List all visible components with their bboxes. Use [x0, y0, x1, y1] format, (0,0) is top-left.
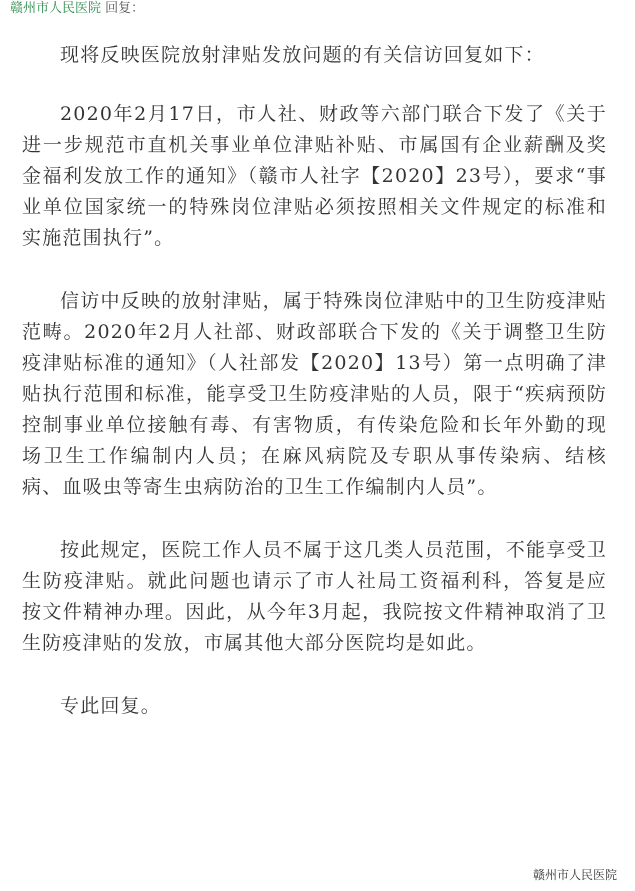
- reply-paragraph-notice: 2020年2月17日，市人社、财政等六部门联合下发了《关于进一步规范市直机关事业单位津贴补贴、市属国有企业薪酬及奖金福利发放工作的通知》（赣市人社字【2020】23号），要求“事业单位国家统一的特殊岗位津贴必须按照相关文件规定的标准和实施范围执行”。: [22, 103, 607, 249]
- reply-paragraph-decision: 按此规定，医院工作人员不属于这几类人员范围，不能享受卫生防疫津贴。就此问题也请示了市人社局工资福利科，答复是应按文件精神办理。因此，从今年3月起，我院按文件精神取消了卫生防疫津贴的发放，市属其他大部分医院均是如此。: [22, 539, 607, 654]
- watermark: 赣州市人民医院: [532, 868, 617, 882]
- reply-paragraph-scope: 信访中反映的放射津贴，属于特殊岗位津贴中的卫生防疫津贴范畴。2020年2月人社部、财政部联合下发的《关于调整卫生防疫津贴标准的通知》（人社部发【2020】13号）第一点明确了津贴执行范围和标准，能享受卫生防疫津贴的人员，限于“疾病预防控制事业单位接触有毒、有害物质，有传染危险和长年外勤的现场卫生工作编制内人员；在麻风病院及专职从事传染病、结核病、血吸虫等寄生虫病防治的卫生工作编制内人员”。: [22, 290, 607, 498]
- reply-body: [22, 40, 607, 754]
- reply-paragraph-closing: 专此回复。: [60, 695, 162, 717]
- reply-action-label: 回复：: [105, 1, 145, 16]
- reply-header: [10, 1, 144, 17]
- reply-paragraph-intro: 现将反映医院放射津贴发放问题的有关信访回复如下：: [60, 44, 545, 66]
- reply-author-link[interactable]: 赣州市人民医院: [10, 1, 102, 16]
